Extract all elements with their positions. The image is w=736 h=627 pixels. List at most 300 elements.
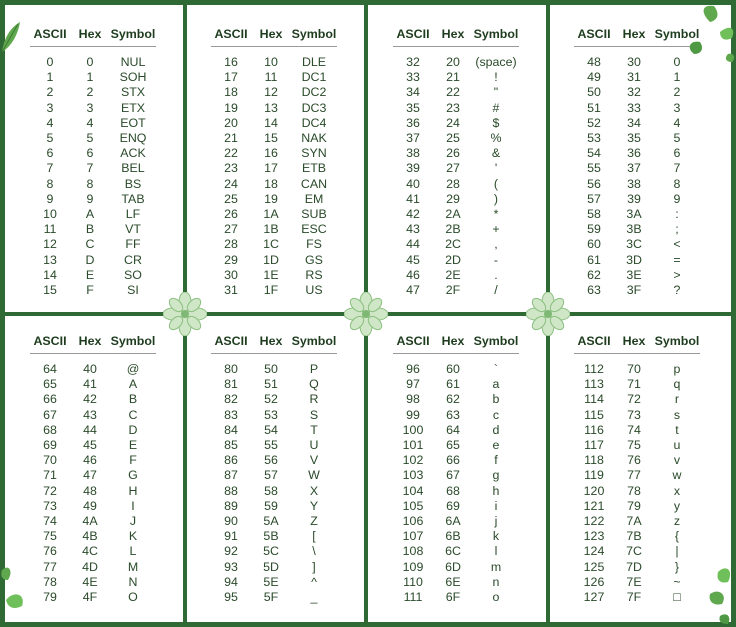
symbol: 9: [673, 191, 681, 206]
table-row: [30, 146, 156, 161]
table-row: [574, 70, 700, 85]
symbol: C: [128, 407, 138, 422]
table-row: [30, 468, 156, 483]
table-row: [211, 362, 337, 377]
hex-code: 5D: [263, 559, 279, 574]
table-row: [211, 161, 337, 176]
ascii-code: 26: [224, 207, 238, 222]
hex-code: 23: [446, 100, 460, 115]
ascii-code: 30: [224, 267, 238, 282]
symbol: s: [673, 407, 681, 422]
ascii-code: 83: [224, 407, 238, 422]
table-row: [393, 590, 519, 605]
hex-code: 7F: [626, 590, 642, 605]
symbol: FS: [306, 237, 322, 252]
ascii-table-3: [393, 22, 519, 298]
symbol: □: [673, 590, 681, 605]
hex-code: 5A: [263, 514, 279, 529]
symbol: DLE: [301, 55, 327, 69]
hex-code: 18: [264, 176, 278, 191]
ascii-code: 59: [587, 222, 601, 237]
hex-code: D: [85, 252, 95, 267]
symbol: }: [674, 559, 680, 574]
column-header-hex: Hex: [433, 22, 473, 47]
hex-code: 27: [446, 161, 460, 176]
symbol: -: [493, 252, 499, 267]
table-row: [574, 544, 700, 559]
symbol: ): [493, 191, 499, 206]
hex-code: 32: [627, 85, 641, 100]
symbol: x: [673, 483, 681, 498]
symbol: BEL: [121, 161, 145, 176]
hex-code: 74: [627, 422, 641, 437]
ascii-code: 16: [224, 55, 238, 69]
ascii-code: 43: [406, 222, 420, 237]
symbol: V: [309, 453, 319, 468]
hex-code: 69: [446, 498, 460, 513]
ascii-code: 32: [406, 55, 420, 69]
ascii-code: 31: [224, 283, 238, 298]
table-row: [574, 423, 700, 438]
hex-code: 62: [446, 392, 460, 407]
symbol: B: [128, 392, 138, 407]
ascii-code: 13: [43, 252, 57, 267]
table-row: [574, 575, 700, 590]
ascii-code: 55: [587, 161, 601, 176]
symbol: U: [309, 438, 319, 453]
hex-code: 1F: [263, 283, 279, 298]
ascii-code: 115: [584, 407, 604, 422]
ascii-code: 85: [224, 438, 238, 453]
hex-code: 35: [627, 131, 641, 146]
ascii-code: 10: [43, 207, 57, 222]
ascii-code: 96: [406, 362, 420, 376]
ascii-code: 91: [224, 529, 238, 544]
hex-code: 66: [446, 453, 460, 468]
ascii-code: 97: [406, 377, 420, 392]
ascii-code: 82: [224, 392, 238, 407]
symbol: h: [492, 483, 500, 498]
table-row: [211, 146, 337, 161]
table-row: [30, 70, 156, 85]
symbol: z: [673, 514, 681, 529]
column-header-hex: Hex: [251, 22, 291, 47]
table-row: [211, 590, 337, 605]
symbol: w: [672, 468, 682, 483]
ascii-code: 45: [406, 252, 420, 267]
symbol: FF: [125, 237, 141, 252]
hex-code: 2A: [445, 207, 461, 222]
hex-code: 12: [264, 85, 278, 100]
hex-code: F: [86, 283, 94, 298]
ascii-code: 109: [402, 559, 424, 574]
symbol: S: [309, 407, 319, 422]
table-row: [211, 192, 337, 207]
symbol: D: [128, 422, 138, 437]
ascii-code: 56: [587, 176, 601, 191]
hex-code: 54: [264, 422, 278, 437]
symbol: EOT: [120, 115, 146, 130]
table-row: [393, 499, 519, 514]
ascii-code: 7: [46, 161, 54, 176]
column-header-ascii: ASCII: [211, 22, 251, 47]
ascii-code: 114: [584, 392, 604, 407]
symbol: VT: [125, 222, 141, 237]
hex-code: 5E: [263, 574, 279, 589]
symbol: K: [128, 529, 138, 544]
ascii-code: 67: [43, 407, 57, 422]
symbol: US: [305, 283, 323, 298]
hex-code: 4A: [82, 514, 98, 529]
symbol: Q: [309, 377, 319, 392]
symbol: I: [131, 498, 135, 513]
table-row: [30, 207, 156, 222]
table-row: [574, 377, 700, 392]
hex-code: 4: [86, 115, 94, 130]
table-row: [574, 283, 700, 298]
table-row: [211, 101, 337, 116]
table-row: [30, 85, 156, 100]
table-row: [30, 408, 156, 423]
symbol: E: [128, 438, 138, 453]
symbol: 6: [673, 146, 681, 161]
ascii-code: 5: [46, 131, 54, 146]
table-row: [30, 222, 156, 237]
hex-code: 79: [627, 498, 641, 513]
table-row: [574, 529, 700, 544]
table-row: [211, 237, 337, 252]
table-row: [393, 392, 519, 407]
column-header-hex: Hex: [614, 329, 654, 354]
hex-code: 7: [86, 161, 94, 176]
ascii-code: 38: [406, 146, 420, 161]
symbol: GS: [305, 252, 323, 267]
table-row: [211, 544, 337, 559]
symbol: Z: [310, 514, 318, 529]
symbol: EM: [304, 191, 324, 206]
ascii-code: 29: [224, 252, 238, 267]
symbol: i: [494, 498, 498, 513]
table-row: [211, 484, 337, 499]
table-row: [574, 362, 700, 377]
hex-code: 10: [264, 55, 278, 69]
hex-code: 6C: [445, 544, 461, 559]
hex-code: 8: [86, 176, 94, 191]
hex-code: 4E: [82, 574, 98, 589]
hex-code: 3C: [626, 237, 642, 252]
ascii-code: 117: [584, 438, 604, 453]
table-row: [393, 131, 519, 146]
table-row: [393, 253, 519, 268]
hex-code: 28: [446, 176, 460, 191]
symbol: O: [128, 590, 138, 605]
ascii-code: 78: [43, 574, 57, 589]
hex-code: 11: [264, 70, 278, 85]
ascii-code: 22: [224, 146, 238, 161]
column-header-symbol: Symbol: [110, 329, 156, 354]
hex-code: 41: [83, 377, 97, 392]
ascii-code: 44: [406, 237, 420, 252]
table-row: [393, 484, 519, 499]
table-row: [30, 161, 156, 176]
symbol: b: [492, 392, 500, 407]
ascii-code: 110: [403, 574, 423, 589]
symbol: DC2: [301, 85, 327, 100]
hex-code: 3A: [626, 207, 642, 222]
column-header-hex: Hex: [70, 329, 110, 354]
symbol: SOH: [119, 70, 147, 85]
symbol: 3: [673, 100, 681, 115]
symbol: @: [126, 362, 140, 376]
ascii-code: 124: [583, 544, 605, 559]
table-row: [30, 253, 156, 268]
hex-code: 38: [627, 176, 641, 191]
table-row: [393, 362, 519, 377]
symbol: ]: [312, 559, 316, 574]
hex-code: 58: [264, 483, 278, 498]
ascii-code: 123: [583, 529, 605, 544]
hex-code: 6D: [445, 559, 461, 574]
ascii-code: 105: [402, 498, 424, 513]
hex-code: 7E: [626, 574, 642, 589]
symbol: y: [673, 498, 681, 513]
table-row: [574, 408, 700, 423]
table-row: [30, 131, 156, 146]
table-row: [211, 453, 337, 468]
table-row: [211, 438, 337, 453]
symbol: CAN: [300, 176, 328, 191]
symbol: >: [673, 267, 681, 282]
hex-code: 14: [264, 115, 278, 130]
ascii-code: 104: [402, 483, 424, 498]
ascii-code: 103: [402, 468, 424, 483]
hex-code: 4D: [82, 559, 98, 574]
hex-code: 26: [446, 146, 460, 161]
ascii-code: 60: [587, 237, 601, 252]
table-row: [211, 514, 337, 529]
hex-code: 5F: [263, 590, 279, 605]
ascii-code: 106: [402, 514, 424, 529]
column-header-hex: Hex: [251, 329, 291, 354]
symbol: e: [492, 438, 500, 453]
hex-code: 6F: [445, 590, 461, 605]
ascii-code: 88: [224, 483, 238, 498]
symbol: f: [494, 453, 498, 468]
table-row: [574, 499, 700, 514]
symbol: (: [493, 176, 499, 191]
ascii-table-2: [211, 22, 337, 298]
symbol: ': [494, 161, 498, 176]
ascii-code: 53: [587, 131, 601, 146]
ascii-code: 107: [402, 529, 424, 544]
column-header-hex: Hex: [433, 329, 473, 354]
table-row: [30, 560, 156, 575]
symbol: ,: [494, 237, 498, 252]
column-header-ascii: ASCII: [574, 22, 614, 47]
hex-code: 49: [83, 498, 97, 513]
symbol: u: [673, 438, 681, 453]
hex-code: 9: [86, 191, 94, 206]
hex-code: 4C: [82, 544, 98, 559]
ascii-code: 42: [406, 207, 420, 222]
ascii-code: 122: [583, 514, 605, 529]
symbol: +: [492, 222, 500, 237]
ascii-code: 33: [406, 70, 420, 85]
symbol: NAK: [301, 131, 327, 146]
ascii-code: 111: [403, 590, 423, 605]
hex-code: 2D: [445, 252, 461, 267]
ascii-code: 54: [587, 146, 601, 161]
ascii-code: 18: [224, 85, 238, 100]
symbol: DC4: [301, 115, 327, 130]
leaf-decoration-top-left: [0, 20, 24, 54]
ascii-code: 58: [587, 207, 601, 222]
table-row: [211, 70, 337, 85]
symbol: &: [491, 146, 501, 161]
symbol: H: [128, 483, 138, 498]
hex-code: 4B: [82, 529, 98, 544]
ascii-code: 20: [224, 115, 238, 130]
symbol: ETX: [120, 100, 146, 115]
hex-code: 46: [83, 453, 97, 468]
symbol: /: [494, 283, 498, 298]
hex-code: 36: [627, 146, 641, 161]
table-row: [30, 423, 156, 438]
table-row: [30, 177, 156, 192]
table-row: [30, 575, 156, 590]
table-row: [393, 544, 519, 559]
hex-code: 1E: [263, 267, 279, 282]
table-row: [211, 499, 337, 514]
table-row: [393, 438, 519, 453]
table-row: [211, 283, 337, 298]
ascii-table-5: [30, 329, 156, 605]
table-row: [30, 283, 156, 298]
symbol: ETB: [301, 161, 327, 176]
symbol: ^: [311, 574, 317, 589]
hex-code: 60: [446, 362, 460, 376]
hex-code: 29: [446, 191, 460, 206]
ascii-code: 121: [583, 498, 605, 513]
flower-ornament-2: [344, 292, 388, 336]
hex-code: 68: [446, 483, 460, 498]
column-header-symbol: Symbol: [110, 22, 156, 47]
table-row: [574, 590, 700, 605]
ascii-code: 46: [406, 267, 420, 282]
hex-code: 3F: [626, 283, 642, 298]
ascii-code: 119: [584, 468, 604, 483]
ascii-code: 4: [46, 115, 54, 130]
symbol: .: [494, 267, 498, 282]
hex-code: 1B: [263, 222, 279, 237]
ascii-code: 63: [587, 283, 601, 298]
ascii-code: 52: [587, 115, 601, 130]
hex-code: 31: [627, 70, 641, 85]
table-row: [211, 560, 337, 575]
hex-code: 50: [264, 362, 278, 376]
ascii-code: 9: [46, 191, 54, 206]
symbol: 8: [673, 176, 681, 191]
table-row: [211, 408, 337, 423]
hex-code: 13: [264, 100, 278, 115]
symbol: NUL: [120, 55, 146, 69]
table-row: [393, 55, 519, 70]
hex-code: 33: [627, 100, 641, 115]
symbol: $: [492, 115, 500, 130]
column-header-ascii: ASCII: [393, 22, 433, 47]
symbol: 0: [673, 55, 681, 69]
ascii-code: 14: [43, 267, 57, 282]
symbol: #: [492, 100, 500, 115]
table-row: [30, 529, 156, 544]
table-row: [211, 377, 337, 392]
table-row: [574, 560, 700, 575]
symbol: P: [309, 362, 319, 376]
symbol: l: [494, 544, 498, 559]
table-row: [574, 453, 700, 468]
hex-code: 7D: [626, 559, 642, 574]
hex-code: 30: [627, 55, 641, 69]
symbol: LF: [125, 207, 141, 222]
table-row: [574, 146, 700, 161]
column-header-ascii: ASCII: [393, 329, 433, 354]
hex-code: 42: [83, 392, 97, 407]
symbol: 1: [673, 70, 681, 85]
ascii-code: 70: [43, 453, 57, 468]
ascii-code: 71: [43, 468, 57, 483]
ascii-code: 90: [224, 514, 238, 529]
symbol: CR: [124, 252, 142, 267]
column-header-symbol: Symbol: [473, 329, 519, 354]
symbol: %: [490, 131, 502, 146]
hex-code: 5C: [263, 544, 279, 559]
symbol: n: [492, 574, 500, 589]
ascii-code: 0: [46, 55, 54, 69]
ascii-table-1: [30, 22, 156, 298]
ascii-code: 98: [406, 392, 420, 407]
hex-code: 3B: [626, 222, 642, 237]
hex-code: 52: [264, 392, 278, 407]
hex-code: 73: [627, 407, 641, 422]
ascii-code: 80: [224, 362, 238, 376]
symbol: SI: [127, 283, 139, 298]
symbol: a: [492, 377, 500, 392]
table-row: [30, 438, 156, 453]
hex-code: 63: [446, 407, 460, 422]
symbol: |: [675, 544, 679, 559]
column-header-hex: Hex: [614, 22, 654, 47]
symbol: (space): [475, 55, 517, 69]
table-row: [393, 408, 519, 423]
ascii-code: 69: [43, 438, 57, 453]
table-row: [393, 377, 519, 392]
ascii-code: 100: [402, 422, 424, 437]
hex-code: 15: [264, 131, 278, 146]
ascii-code: 64: [43, 362, 57, 376]
hex-code: 19: [264, 191, 278, 206]
hex-code: 6B: [445, 529, 461, 544]
hex-code: 7A: [626, 514, 642, 529]
ascii-code: 57: [587, 191, 601, 206]
ascii-table-8: [574, 329, 700, 605]
symbol: M: [127, 559, 139, 574]
symbol: N: [128, 574, 138, 589]
ascii-code: 19: [224, 100, 238, 115]
hex-code: 57: [264, 468, 278, 483]
table-row: [393, 161, 519, 176]
hex-code: 2F: [445, 283, 461, 298]
ascii-code: 8: [46, 176, 54, 191]
